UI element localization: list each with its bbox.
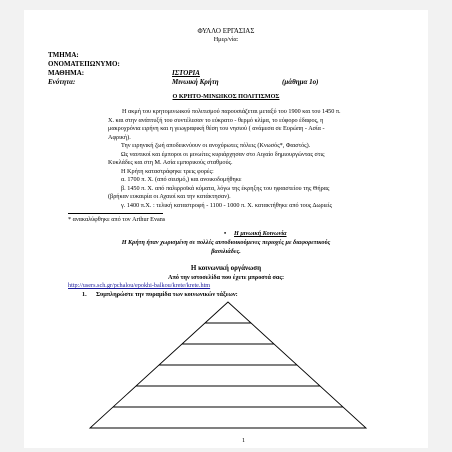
date-label: Ημερ/νία: [213, 36, 239, 43]
unit-value: Μινωική Κρήτη [172, 78, 219, 86]
body-line: μακροχρόνια ειρήνη και η γεωγραφική θέση του νησιού ( ανάμεσα σε Ευρώπη - Ασία - [108, 125, 325, 132]
lesson-number: (μάθημα 1ο) [282, 78, 319, 86]
section-title: Ο ΚΡΗΤΟ-ΜΙΝΩΙΚΟΣ ΠΟΛΙΤΙΣΜΟΣ [172, 93, 280, 100]
body-line: (βρήκαν ευκαιρία οι Αχαιοί και την κατάκτησαν). [108, 193, 231, 200]
society-heading: Η μινωική Κοινωνία [234, 230, 287, 237]
source-prompt: Από την ιστοσελίδα που έχετε μπροστά σας: [167, 274, 285, 281]
body-line: γ. 1400 π.Χ. : τελική καταστροφή - 1100 - 1000 π. Χ. κατακτήθηκε από τους Δωριείς [121, 201, 332, 209]
footnote: * ανακαλύφθηκε από τον Arthur Evans [68, 216, 166, 223]
society-text-line: Η Κρήτη ήταν χωρισμένη σε πολλές αυτοδιοικούμενες περιοχές με διαφορετικούς [121, 239, 331, 246]
body-line: β. 1450 π. Χ. από παλιρροϊκά κύματα, λόγω της έκρηξης του ηφαιστείου της Θήρας [121, 184, 330, 192]
worksheet-title: ΦΥΛΛΟ ΕΡΓΑΣΙΑΣ [197, 27, 255, 35]
body-line: Αφρική). [108, 133, 131, 141]
bullet-icon: • [224, 230, 227, 237]
organisation-heading: Η κοινωνική οργάνωση [190, 264, 262, 272]
body-line: Χ. και στην ανάπτυξή του συντέλεσαν το εύκρατο - θερμό κλίμα, το εύφορο έδαφος, η [108, 116, 324, 124]
body-line: Ως ναυτικοί και έμποροι οι μινωίτες κυριάρχησαν στο Αιγαίο δημιουργώντας στις [121, 150, 325, 158]
worksheet-page [24, 10, 428, 448]
page-number: 1 [242, 437, 246, 444]
department-field: ΤΜΗΜΑ: [48, 51, 79, 59]
body-line: Την ειρηνική ζωή αποδεικνύουν οι ανοχύρωτες πόλεις (Κνωσός*, Φαιστός). [121, 142, 311, 149]
subject-value: ΙΣΤΟΡΙΑ [172, 69, 200, 77]
body-line: Κυκλάδες και στη Μ. Ασία εμπορικούς σταθμούς. [108, 159, 233, 166]
task-text: Συμπληρώστε την πυραμίδα των κοινωνικών τάξεων: [96, 291, 238, 298]
body-line: α. 1700 π. Χ. (από σεισμό,) και ανοικοδομήθηκε [121, 176, 242, 183]
pyramid-group [90, 302, 366, 428]
subject-label: ΜΑΘΗΜΑ: [48, 69, 85, 77]
source-link[interactable]: http://users.sch.gr/pchalou/epokhi-balkou/krete/krete.htm [68, 282, 211, 289]
unit-label: Ενότητα: [48, 78, 76, 86]
body-line: Η ακμή του κρητομινωικού πολιτισμού παρουσιάζεται μεταξύ του 1900 και του 1450 π. [122, 108, 341, 115]
social-pyramid [24, 10, 428, 448]
society-text-line: βασιλιάδες. [211, 248, 241, 255]
body-line: Η Κρήτη καταστράφηκε τρεις φορές: [121, 167, 214, 175]
task-number: 1. [82, 291, 87, 298]
name-field: ΟΝΟΜΑΤΕΠΩΝΥΜΟ: [48, 60, 120, 68]
